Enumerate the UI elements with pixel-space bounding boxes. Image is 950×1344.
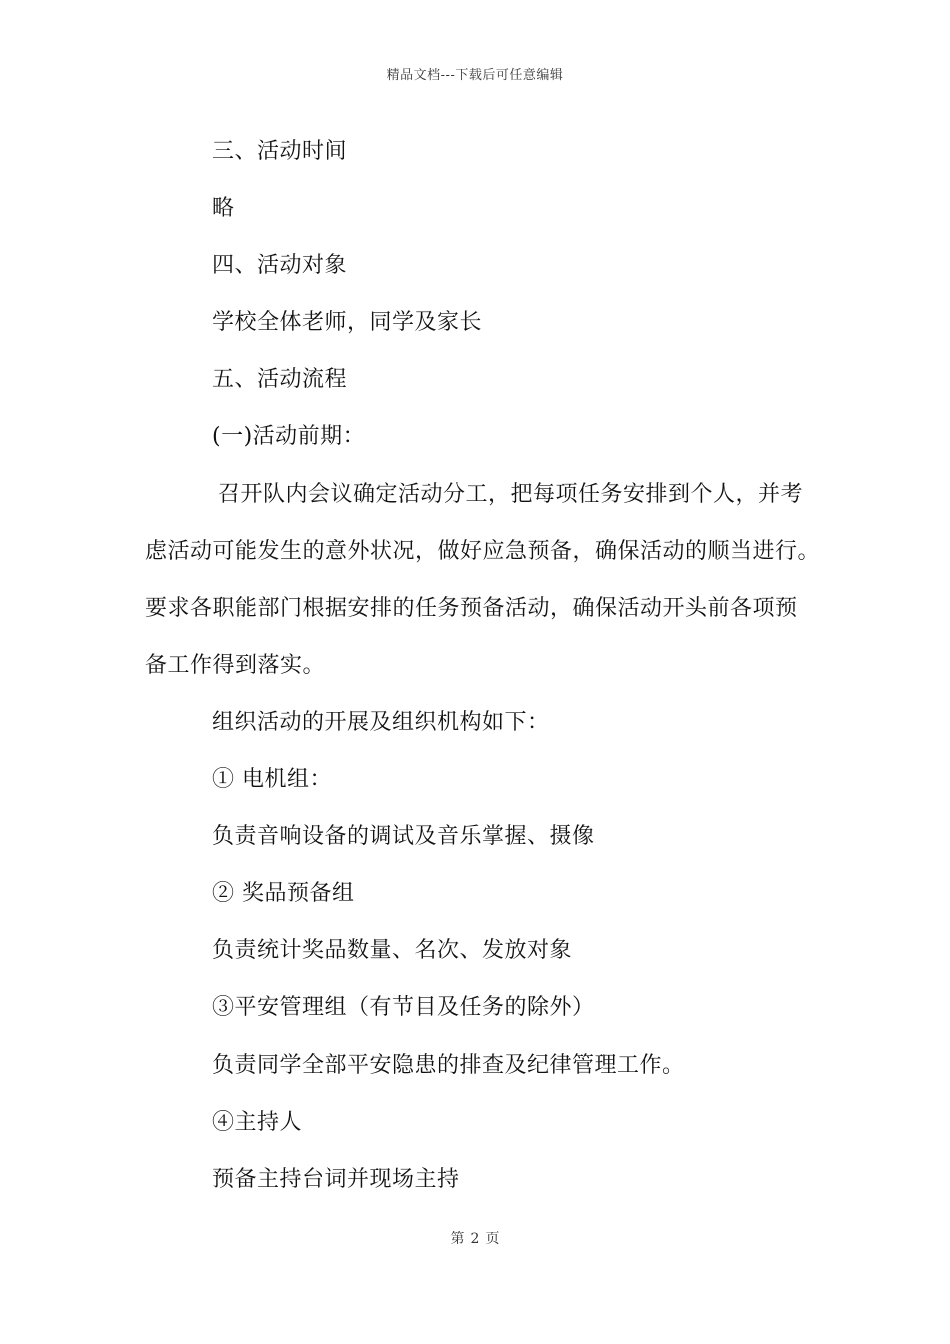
page-header: 精品文档---下载后可任意编辑	[386, 68, 564, 83]
list-item-description: 预备主持台词并现场主持	[212, 1167, 460, 1192]
section-heading-activity-process: 五、活动流程	[212, 367, 348, 392]
section-heading-activity-time: 三、活动时间	[212, 139, 348, 164]
page-number-prefix: 第	[450, 1231, 465, 1247]
section-heading-activity-audience: 四、活动对象	[212, 253, 348, 278]
paragraph-line: 召开队内会议确定活动分工，把每项任务安排到个人，并考	[218, 482, 804, 507]
paragraph-line: 虑活动可能发生的意外状况，做好应急预备，确保活动的顺当进行。	[145, 539, 821, 564]
paragraph-activity-time: 略	[212, 196, 235, 221]
list-item-heading: ④主持人	[212, 1110, 303, 1135]
list-item-description: 负责同学全部平安隐患的排查及纪律管理工作。	[212, 1053, 685, 1078]
list-item-heading: ② 奖品预备组	[212, 881, 355, 906]
paragraph-activity-audience: 学校全体老师，同学及家长	[212, 310, 483, 335]
list-item-description: 负责统计奖品数量、名次、发放对象	[212, 938, 573, 963]
paragraph-organization-intro: 组织活动的开展及组织机构如下：	[212, 710, 550, 735]
page-number-suffix: 页	[485, 1231, 500, 1247]
subsection-heading-pre-activity: (一)活动前期：	[212, 424, 366, 449]
page-footer	[0, 1228, 950, 1248]
page-number: 2	[470, 1231, 480, 1247]
paragraph-line: 要求各职能部门根据安排的任务预备活动，确保活动开头前各项预	[145, 596, 798, 621]
paragraph-line: 备工作得到落实。	[145, 653, 326, 678]
list-item-heading: ③平安管理组（有节目及任务的除外）	[212, 995, 595, 1020]
list-item-heading: ① 电机组：	[212, 767, 332, 792]
list-item-description: 负责音响设备的调试及音乐掌握、摄像	[212, 824, 595, 849]
